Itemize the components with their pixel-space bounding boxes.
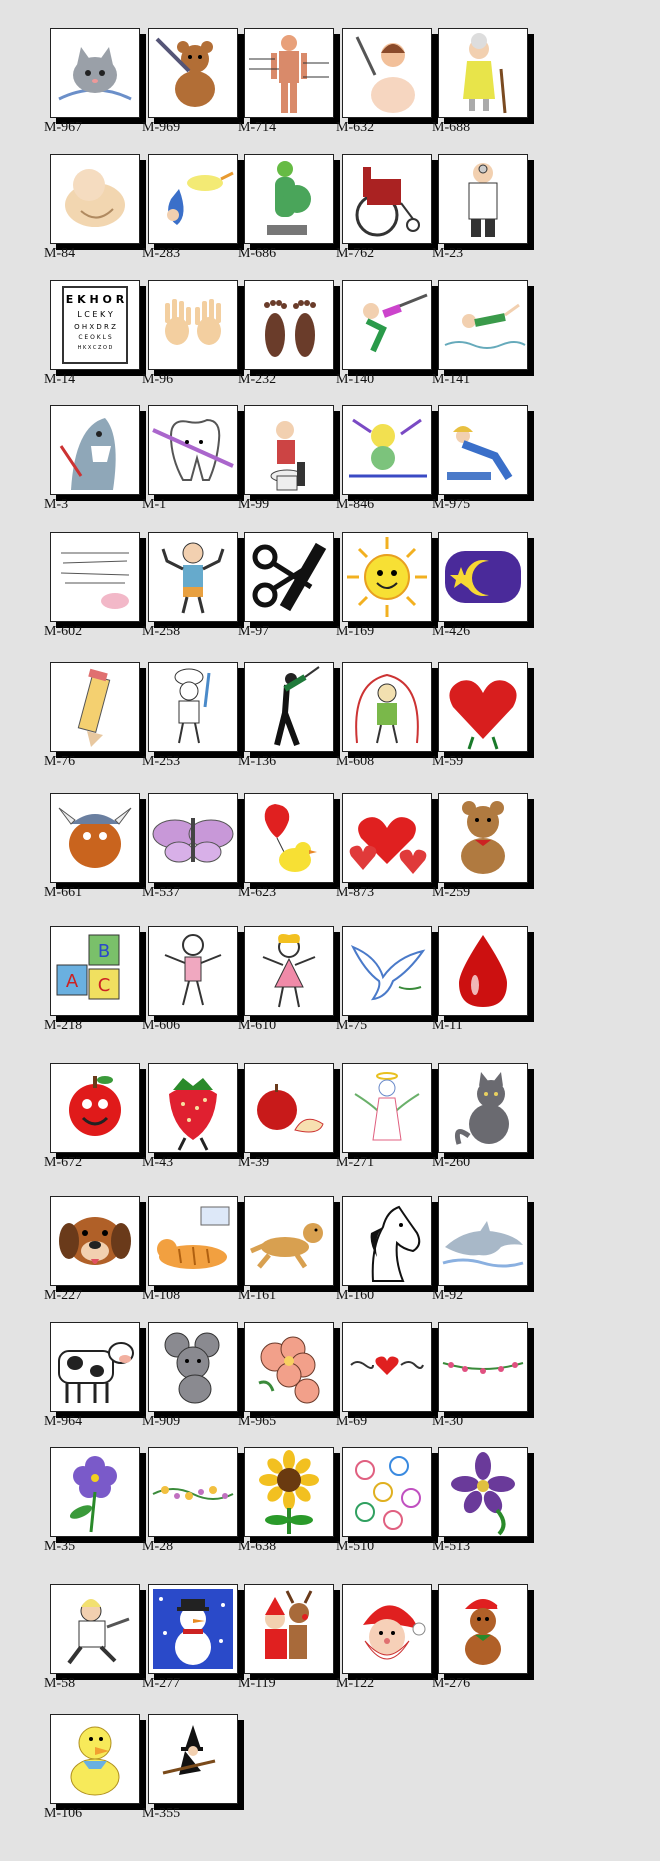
catalog-item[interactable]	[236, 793, 336, 911]
item-code-label: M-227	[44, 1288, 83, 1303]
catalog-item[interactable]	[430, 1322, 530, 1440]
item-code-label: M-75	[336, 1018, 368, 1033]
catalog-item[interactable]	[140, 154, 240, 272]
item-code-label: M-161	[238, 1288, 277, 1303]
catalog-item[interactable]	[334, 1447, 434, 1565]
svg-text:E K H O R: E K H O R	[65, 293, 125, 306]
catalog-item[interactable]	[236, 926, 336, 1044]
item-code-label: M-276	[432, 1676, 471, 1691]
svg-text:O H X D R Z: O H X D R Z	[74, 323, 116, 331]
item-code-label: M-638	[238, 1539, 277, 1554]
item-code-label: M-160	[336, 1288, 375, 1303]
hearts-icon[interactable]	[342, 793, 432, 883]
catalog-item[interactable]	[334, 280, 434, 398]
catalog-item[interactable]	[334, 926, 434, 1044]
item-code-label: M-92	[432, 1288, 464, 1303]
runner-syringe-icon[interactable]	[342, 280, 432, 370]
grandma-cane-icon[interactable]	[438, 28, 528, 118]
teddy-bear-icon[interactable]	[438, 793, 528, 883]
item-code-label: M-14	[44, 372, 76, 387]
item-code-label: M-623	[238, 885, 277, 900]
catalog-item[interactable]	[430, 280, 530, 398]
svg-text:C E O K L S: C E O K L S	[78, 334, 112, 341]
golfer-icon[interactable]	[244, 662, 334, 752]
svg-text:C: C	[97, 975, 111, 996]
item-code-label: M-686	[238, 246, 277, 261]
catalog-item[interactable]	[236, 405, 336, 523]
catalog-item[interactable]	[430, 662, 530, 780]
item-code-label: M-909	[142, 1414, 181, 1429]
catalog-item[interactable]	[430, 532, 530, 650]
item-code-label: M-96	[142, 372, 174, 387]
catalog-item[interactable]	[140, 1584, 240, 1702]
item-code-label: M-169	[336, 624, 375, 639]
item-code-label: M-258	[142, 624, 181, 639]
moon-stars-icon[interactable]	[438, 532, 528, 622]
running-dog-icon[interactable]	[244, 1196, 334, 1286]
item-code-label: M-537	[142, 885, 181, 900]
item-code-label: M-141	[432, 372, 471, 387]
catalog-item[interactable]	[430, 1063, 530, 1181]
handprints-icon[interactable]	[148, 280, 238, 370]
catalog-item[interactable]	[334, 405, 434, 523]
eye-chart-icon[interactable]	[50, 280, 140, 370]
flower-vine-icon[interactable]	[148, 1447, 238, 1537]
heart-character-icon[interactable]	[438, 662, 528, 752]
item-code-label: M-688	[432, 120, 471, 135]
stick-girl-icon[interactable]	[244, 926, 334, 1016]
viking-icon[interactable]	[50, 793, 140, 883]
angel-icon[interactable]	[342, 1063, 432, 1153]
catalog-item[interactable]	[42, 1584, 142, 1702]
woman-scrubbing-icon[interactable]	[438, 405, 528, 495]
catalog-item[interactable]	[140, 926, 240, 1044]
christmas-bear-icon[interactable]	[438, 1584, 528, 1674]
catalog-item[interactable]	[140, 1063, 240, 1181]
dolphin-icon[interactable]	[438, 1196, 528, 1286]
horse-head-icon[interactable]	[342, 1196, 432, 1286]
catalog-item[interactable]	[334, 1063, 434, 1181]
item-code-label: M-23	[432, 246, 464, 261]
item-code-label: M-632	[336, 120, 375, 135]
strong-kid-icon[interactable]	[148, 532, 238, 622]
item-code-label: M-43	[142, 1155, 174, 1170]
item-code-label: M-975	[432, 497, 471, 512]
sleeping-figure-icon[interactable]	[50, 532, 140, 622]
item-code-label: M-232	[238, 372, 277, 387]
teddy-bear-syringe-icon[interactable]	[148, 28, 238, 118]
item-code-label: M-119	[238, 1676, 276, 1691]
item-code-label: M-426	[432, 624, 471, 639]
catalog-item[interactable]	[236, 1196, 336, 1314]
item-code-label: M-76	[44, 754, 76, 769]
catalog-item[interactable]	[236, 28, 336, 146]
item-code-label: M-35	[44, 1539, 76, 1554]
catalog-item[interactable]	[42, 1322, 142, 1440]
catalog-item[interactable]	[236, 532, 336, 650]
item-code-label: M-69	[336, 1414, 368, 1429]
swimmer-icon[interactable]	[438, 280, 528, 370]
cat-in-bed-icon[interactable]	[50, 28, 140, 118]
catalog-item[interactable]	[334, 532, 434, 650]
shark-toothbrush-icon[interactable]	[50, 405, 140, 495]
catalog-item[interactable]	[140, 793, 240, 911]
catalog-item[interactable]	[334, 793, 434, 911]
item-code-label: M-762	[336, 246, 375, 261]
item-code-label: M-84	[44, 246, 76, 261]
catalog-item[interactable]	[42, 1063, 142, 1181]
heart-flourish-icon[interactable]	[342, 1322, 432, 1412]
item-code-label: M-969	[142, 120, 181, 135]
item-code-label: M-714	[238, 120, 277, 135]
catalog-item[interactable]	[430, 1447, 530, 1565]
item-code-label: M-608	[336, 754, 375, 769]
item-code-label: M-873	[336, 885, 375, 900]
catalog-item[interactable]	[42, 280, 142, 398]
cow-icon[interactable]	[50, 1322, 140, 1412]
item-code-label: M-964	[44, 1414, 83, 1429]
catalog-item[interactable]	[42, 154, 142, 272]
catalog-item[interactable]	[236, 1584, 336, 1702]
item-code-label: M-606	[142, 1018, 181, 1033]
item-code-label: M-59	[432, 754, 464, 769]
catalog-item[interactable]	[430, 793, 530, 911]
catalog-item[interactable]	[236, 1322, 336, 1440]
pencil-character-icon[interactable]	[50, 662, 140, 752]
catalog-item[interactable]	[140, 1322, 240, 1440]
item-code-label: M-3	[44, 497, 69, 512]
item-code-label: M-136	[238, 754, 277, 769]
catalog-item[interactable]	[140, 405, 240, 523]
abc-blocks-icon[interactable]	[50, 926, 140, 1016]
item-code-label: M-140	[336, 372, 375, 387]
flower-outlines-icon[interactable]	[342, 1447, 432, 1537]
item-code-label: M-253	[142, 754, 181, 769]
butterfly-icon[interactable]	[148, 793, 238, 883]
santa-face-icon[interactable]	[342, 1584, 432, 1674]
catalog-item[interactable]	[334, 1196, 434, 1314]
catalog-item[interactable]	[430, 926, 530, 1044]
svg-text:B: B	[97, 941, 111, 962]
item-code-label: M-99	[238, 497, 270, 512]
wheelchair-icon[interactable]	[342, 154, 432, 244]
baby-icon[interactable]	[50, 154, 140, 244]
reindeer-santa-icon[interactable]	[244, 1584, 334, 1674]
catalog-item[interactable]	[430, 405, 530, 523]
svg-text:A: A	[65, 971, 79, 992]
dove-icon[interactable]	[342, 926, 432, 1016]
sitting-cat-icon[interactable]	[438, 1063, 528, 1153]
smiling-sun-icon[interactable]	[342, 532, 432, 622]
germ-chaos-icon[interactable]	[342, 405, 432, 495]
catalog-item[interactable]	[430, 1584, 530, 1702]
catalog-item[interactable]	[334, 28, 434, 146]
catalog-item[interactable]	[42, 1447, 142, 1565]
item-code-label: M-672	[44, 1155, 83, 1170]
catalog-item[interactable]	[42, 405, 142, 523]
chick-balloon-icon[interactable]	[244, 793, 334, 883]
catalog-item[interactable]	[42, 28, 142, 146]
snowman-icon[interactable]	[148, 1584, 238, 1674]
strawberry-character-icon[interactable]	[148, 1063, 238, 1153]
chef-stick-figure-icon[interactable]	[148, 662, 238, 752]
catalog-item[interactable]	[236, 280, 336, 398]
tooth-toothbrush-icon[interactable]	[148, 405, 238, 495]
violet-flower-icon[interactable]	[50, 1447, 140, 1537]
item-code-label: M-218	[44, 1018, 83, 1033]
catalog-item[interactable]	[236, 1447, 336, 1565]
item-code-label: M-277	[142, 1676, 181, 1691]
catalog-item[interactable]	[140, 1714, 240, 1832]
duckling-icon[interactable]	[50, 1714, 140, 1804]
catalog-item[interactable]	[430, 1196, 530, 1314]
catalog-item[interactable]	[42, 1196, 142, 1314]
catalog-item[interactable]	[236, 154, 336, 272]
scissors-comb-icon[interactable]	[244, 532, 334, 622]
item-code-label: M-610	[238, 1018, 277, 1033]
catalog-item[interactable]	[140, 28, 240, 146]
catalog-item[interactable]	[334, 662, 434, 780]
pregnant-woman-scale-icon[interactable]	[244, 154, 334, 244]
item-code-label: M-39	[238, 1155, 270, 1170]
item-code-label: M-28	[142, 1539, 174, 1554]
stick-boy-icon[interactable]	[148, 926, 238, 1016]
apple-character-icon[interactable]	[50, 1063, 140, 1153]
catalog-item[interactable]	[334, 1584, 434, 1702]
item-code-label: M-967	[44, 120, 83, 135]
catalog-item[interactable]	[334, 154, 434, 272]
item-code-label: M-355	[142, 1806, 181, 1821]
catalog-item[interactable]	[430, 28, 530, 146]
item-code-label: M-513	[432, 1539, 471, 1554]
catalog-item[interactable]	[42, 532, 142, 650]
item-code-label: M-271	[336, 1155, 375, 1170]
catalog-item[interactable]	[430, 154, 530, 272]
item-code-label: M-602	[44, 624, 83, 639]
catalog-item[interactable]	[42, 793, 142, 911]
anatomy-chart-icon[interactable]	[244, 28, 334, 118]
doctor-running-icon[interactable]	[50, 1584, 140, 1674]
doctor-icon[interactable]	[438, 154, 528, 244]
catalog-item[interactable]	[42, 662, 142, 780]
item-code-label: M-58	[44, 1676, 76, 1691]
catalog-item[interactable]	[140, 280, 240, 398]
item-code-label: M-122	[336, 1676, 375, 1691]
catalog-item[interactable]	[140, 662, 240, 780]
item-code-label: M-11	[432, 1018, 463, 1033]
boy-toilet-icon[interactable]	[244, 405, 334, 495]
catalog-item[interactable]	[140, 1447, 240, 1565]
catalog-item[interactable]	[140, 1196, 240, 1314]
nurse-syringe-icon[interactable]	[342, 28, 432, 118]
jump-rope-girl-icon[interactable]	[342, 662, 432, 752]
svg-text:H K X C Z O D: H K X C Z O D	[77, 345, 113, 351]
item-code-label: M-106	[44, 1806, 83, 1821]
item-code-label: M-30	[432, 1414, 464, 1429]
catalog-item[interactable]	[42, 926, 142, 1044]
catalog-item[interactable]	[42, 1714, 142, 1832]
mouse-icon[interactable]	[148, 1322, 238, 1412]
sunflower-icon[interactable]	[244, 1447, 334, 1537]
catalog-item[interactable]	[140, 532, 240, 650]
item-code-label: M-259	[432, 885, 471, 900]
item-code-label: M-1	[142, 497, 167, 512]
blood-drop-icon[interactable]	[438, 926, 528, 1016]
apple-slices-icon[interactable]	[244, 1063, 334, 1153]
witch-moon-icon[interactable]	[148, 1714, 238, 1804]
catalog-item[interactable]	[236, 1063, 336, 1181]
stork-baby-icon[interactable]	[148, 154, 238, 244]
catalog-item[interactable]	[236, 662, 336, 780]
dog-face-icon[interactable]	[50, 1196, 140, 1286]
footprints-icon[interactable]	[244, 280, 334, 370]
item-code-label: M-97	[238, 624, 270, 639]
catalog-item[interactable]	[334, 1322, 434, 1440]
item-code-label: M-965	[238, 1414, 277, 1429]
svg-text:L C E K Y: L C E K Y	[77, 310, 113, 319]
item-code-label: M-661	[44, 885, 83, 900]
item-code-label: M-260	[432, 1155, 471, 1170]
floral-garland-icon[interactable]	[438, 1322, 528, 1412]
item-code-label: M-510	[336, 1539, 375, 1554]
item-code-label: M-846	[336, 497, 375, 512]
item-code-label: M-108	[142, 1288, 181, 1303]
item-code-label: M-283	[142, 246, 181, 261]
hibiscus-flowers-icon[interactable]	[244, 1322, 334, 1412]
purple-flower-icon[interactable]	[438, 1447, 528, 1537]
lazy-cat-icon[interactable]	[148, 1196, 238, 1286]
